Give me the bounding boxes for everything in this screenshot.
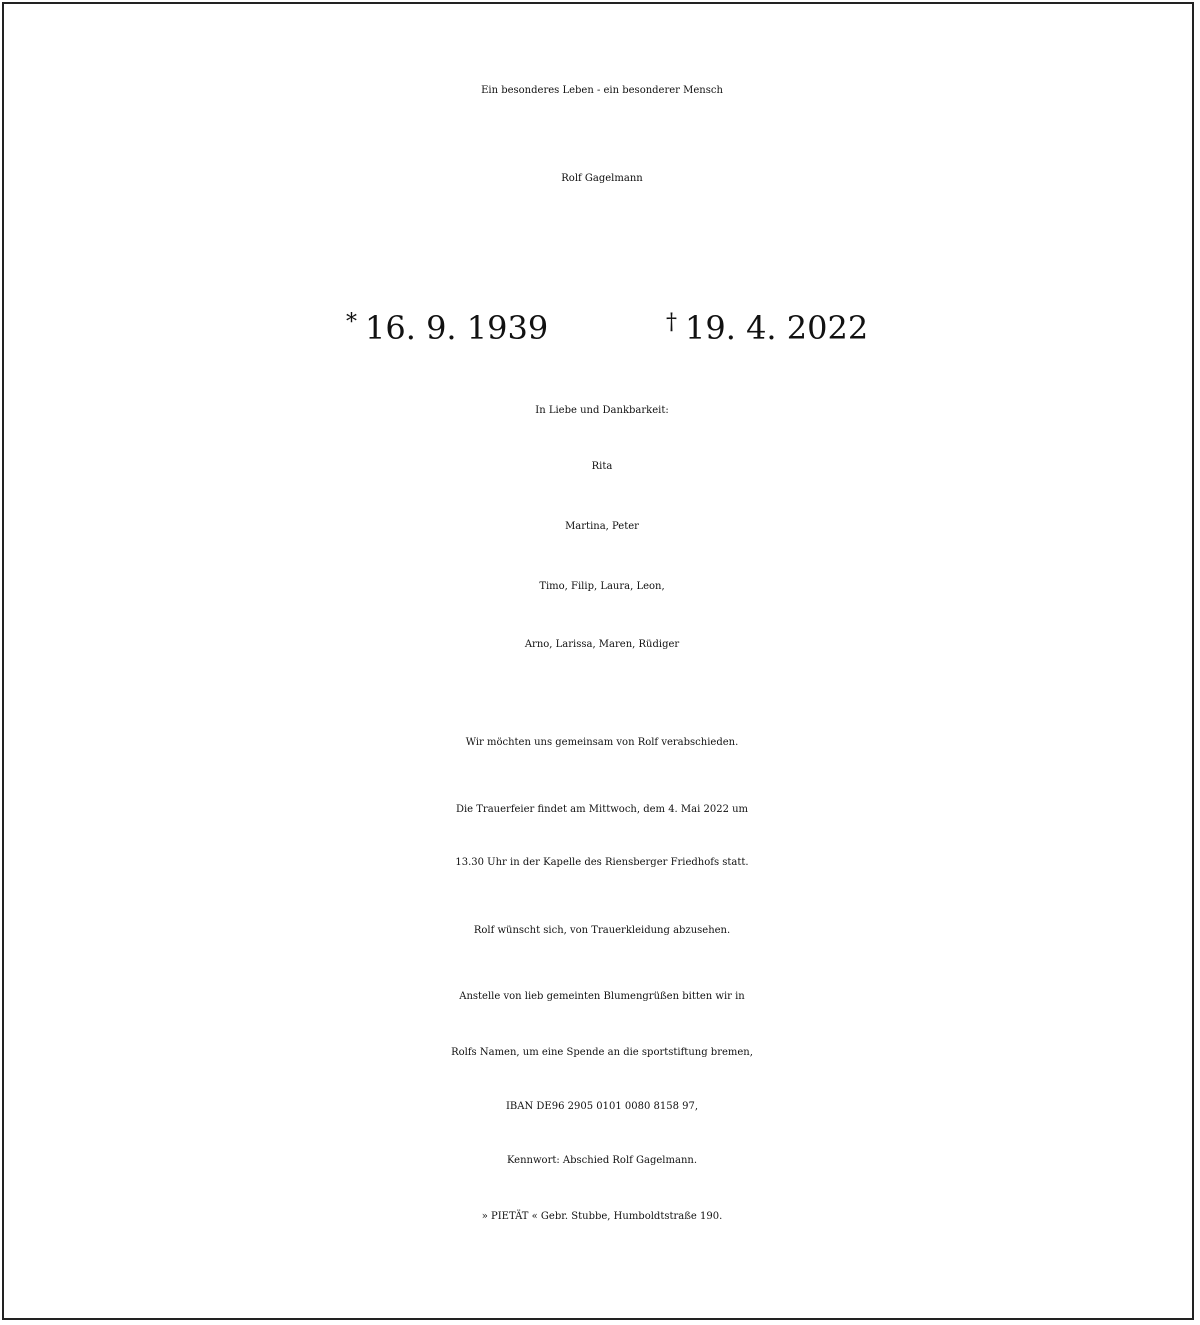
death-date: 19. 4. 2022 <box>685 309 869 347</box>
iban-line: IBAN DE96 2905 0101 0080 8158 97, <box>505 1101 699 1112</box>
deceased-name: Rolf Gagelmann <box>561 173 643 184</box>
donation-line: Rolfs Namen, um eine Spende an die sportstiftung bremen, <box>451 1047 753 1058</box>
family-line: Timo, Filip, Laura, Leon, <box>539 581 665 592</box>
birth-star-icon: * <box>346 310 357 335</box>
family-line: Martina, Peter <box>565 521 639 532</box>
birth-date-group <box>346 309 549 347</box>
donation-line: Anstelle von lieb gemeinten Blumengrüßen bitten wir in <box>459 991 745 1002</box>
family-line: Arno, Larissa, Maren, Rüdiger <box>524 639 680 650</box>
death-date-group <box>666 309 869 347</box>
funeral-home-line: » PIETÄT « Gebr. Stubbe, Humboldtstraße 190. <box>481 1211 723 1222</box>
ceremony-line: 13.30 Uhr in der Kapelle des Riensberger Friedhofs statt. <box>455 857 749 868</box>
obituary-card <box>2 2 1194 1320</box>
death-cross-icon: † <box>666 310 677 335</box>
thanks-heading: In Liebe und Dankbarkeit: <box>535 405 669 416</box>
ceremony-line: Die Trauerfeier findet am Mittwoch, dem 4. Mai 2022 um <box>455 804 749 815</box>
life-dates <box>4 309 1200 352</box>
birth-date: 16. 9. 1939 <box>365 309 549 347</box>
farewell-line: Wir möchten uns gemeinsam von Rolf verabschieden. <box>465 737 739 748</box>
family-line: Rita <box>591 461 613 472</box>
reference-line: Kennwort: Abschied Rolf Gagelmann. <box>506 1155 698 1166</box>
attire-line: Rolf wünscht sich, von Trauerkleidung abzusehen. <box>473 925 731 936</box>
motto-line: Ein besonderes Leben - ein besonderer Mensch <box>481 85 723 96</box>
